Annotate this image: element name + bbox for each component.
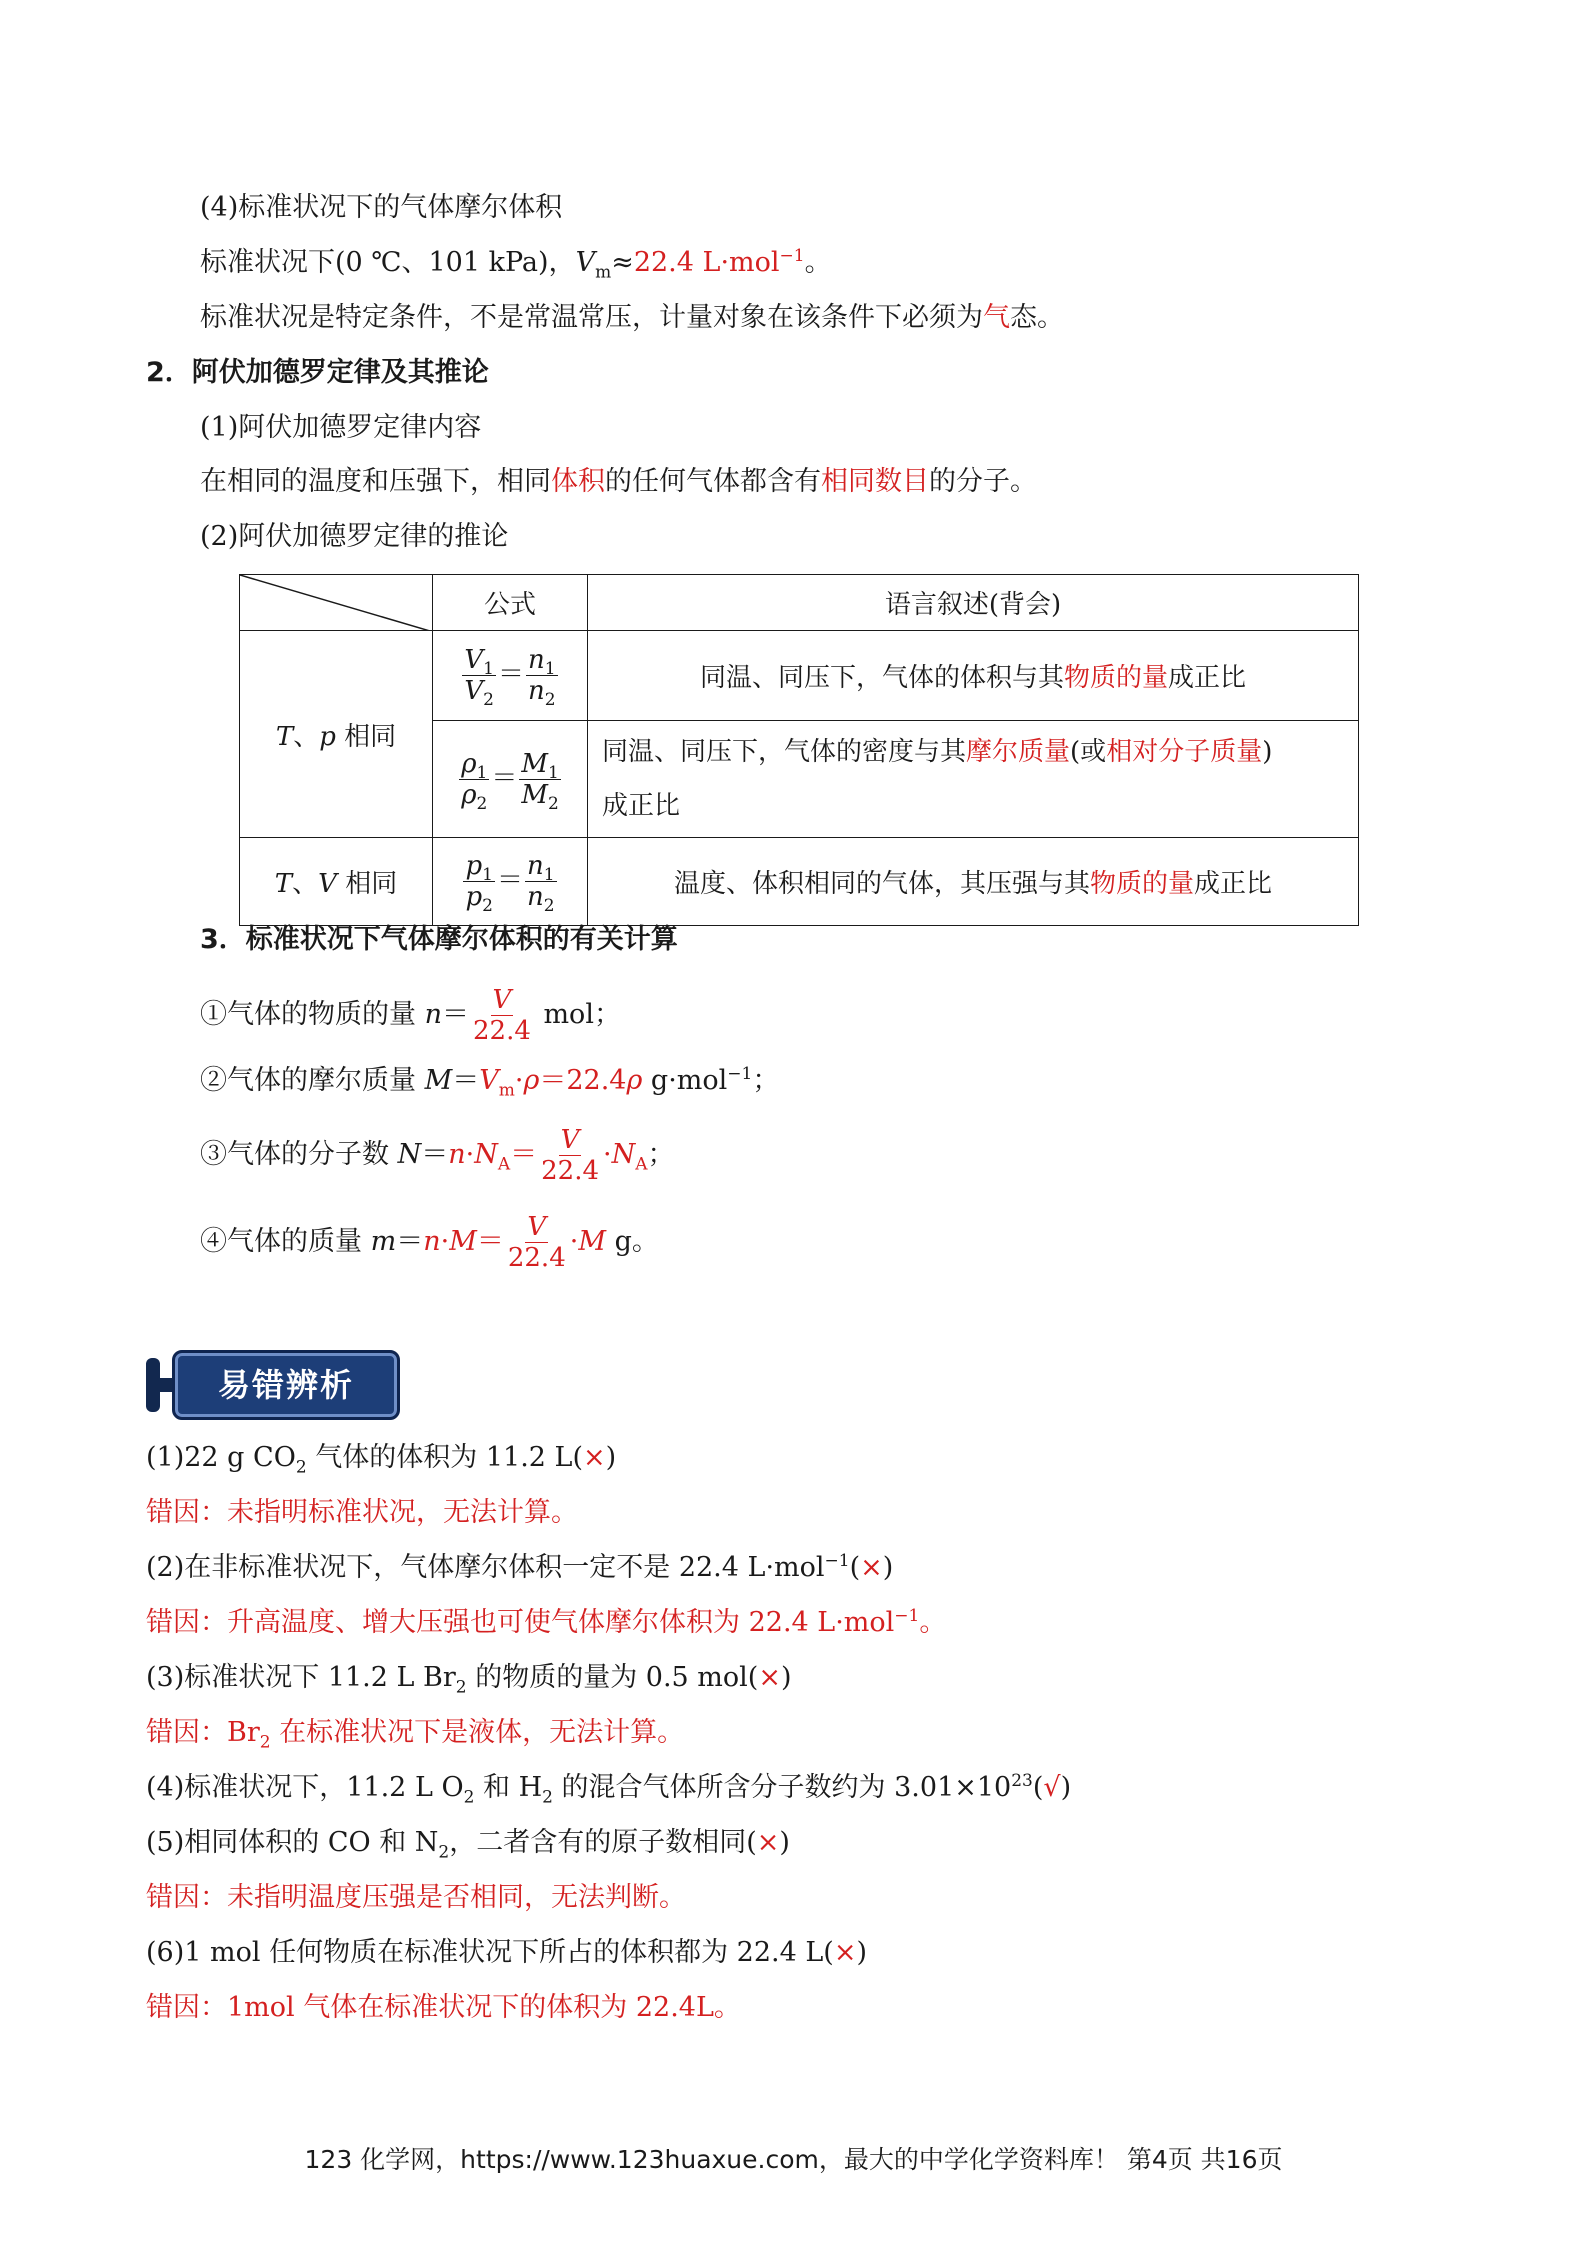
avogadro-inference-table: [239, 574, 1359, 926]
error-item-1: (1)22 g $CO_2$ 气体的体积为 11.2 L(×): [146, 1442, 617, 1478]
condition-tp: T、p 相同: [240, 631, 433, 838]
calc-molecule-count: ③气体的分子数 $N=n\cdot N_A=$ $\frac{V}{22.4}$ $\cdot N_A$；: [200, 1125, 675, 1186]
error-reason-5: 错因：未指明温度压强是否相同，无法判断。: [146, 1882, 686, 1913]
description-volume: 同温、同压下，气体的体积与其物质的量成正比: [588, 631, 1359, 721]
banner-box: [172, 1350, 400, 1420]
error-reason-2: 错因：升高温度、增大压强也可使气体摩尔体积为 22.4 L·mol$^{-1}$。: [146, 1606, 947, 1638]
avogadro-content: 在相同的温度和压强下，相同体积的任何气体都含有相同数目的分子。: [200, 466, 1037, 497]
description-pressure: 温度、体积相同的气体，其压强与其物质的量成正比: [588, 838, 1359, 926]
calc-molar-mass: ②气体的摩尔质量 $M=V_m\cdot\rho=22.4\rho$ g·mol$^{-1}$；: [200, 1064, 780, 1101]
header-description: 语言叙述(背会): [588, 575, 1359, 631]
error-analysis-banner: [146, 1350, 400, 1420]
description-density: 同温、同压下，气体的密度与其摩尔质量(或相对分子质量) 成正比: [588, 721, 1359, 838]
banner-post: [146, 1358, 160, 1412]
error-reason-6: 错因：1mol 气体在标准状况下的体积为 22.4L。: [146, 1992, 741, 2023]
table-diagonal-cell: [240, 575, 433, 631]
error-item-3: (3)标准状况下 11.2 L $Br_2$ 的物质的量为 0.5 mol(×): [146, 1662, 792, 1698]
molar-volume-heading: (4)标准状况下的气体摩尔体积: [200, 192, 563, 223]
molar-volume-line-1: 标准状况下(0 ℃、101 kPa)，$V_m\approx 22.4$ L·mol$^{-1}$。: [200, 246, 832, 283]
error-item-5: (5)相同体积的 CO 和 $N_2$，二者含有的原子数相同(×): [146, 1827, 790, 1863]
page-footer: 123 化学网，https://www.123huaxue.com，最大的中学化学资料库！ 第4页 共16页: [304, 2145, 1283, 2174]
calc-amount: ①气体的物质的量 n＝ $\frac{V}{22.4}$ mol；: [200, 985, 621, 1046]
error-item-2: (2)在非标准状况下，气体摩尔体积一定不是 22.4 L·mol$^{-1}$(×): [146, 1551, 894, 1583]
error-item-4: (4)标准状况下，11.2 L $O_2$ 和 $H_2$ 的混合气体所含分子数约为 $3.01\times 10^{23}(√)$: [146, 1771, 1072, 1808]
error-item-6: (6)1 mol 任何物质在标准状况下所占的体积都为 22.4 L(×): [146, 1937, 867, 1968]
calc-mass: ④气体的质量 m＝n·M＝ $\frac{V}{22.4}$ ·M g。: [200, 1212, 659, 1273]
avogadro-heading: 2．阿伏加德罗定律及其推论: [146, 357, 489, 388]
avogadro-sub-1: (1)阿伏加德罗定律内容: [200, 412, 482, 443]
error-reason-3: 错因：$Br_2$ 在标准状况下是液体，无法计算。: [146, 1717, 685, 1753]
avogadro-sub-2: (2)阿伏加德罗定律的推论: [200, 521, 509, 552]
header-formula: 公式: [433, 575, 588, 631]
calc-heading: 3．标准状况下气体摩尔体积的有关计算: [200, 924, 678, 955]
banner-title: 易错辨析: [217, 1366, 354, 1404]
formula-pressure-ratio: $\frac{p_1}{p_2}$ ＝ $\frac{n_1}{n_2}$: [433, 838, 588, 926]
condition-tv: T、V 相同: [240, 838, 433, 926]
error-reason-1: 错因：未指明标准状况，无法计算。: [146, 1497, 578, 1528]
molar-volume-line-2: 标准状况是特定条件，不是常温常压，计量对象在该条件下必须为气态。: [200, 302, 1064, 333]
formula-density-ratio: $\frac{\rho_1}{\rho_2}$ ＝ $\frac{M_1}{M_2}$: [433, 721, 588, 838]
diagonal-line: [240, 575, 430, 631]
formula-volume-ratio: $\frac{V_1}{V_2}$ ＝ $\frac{n_1}{n_2}$: [433, 631, 588, 721]
